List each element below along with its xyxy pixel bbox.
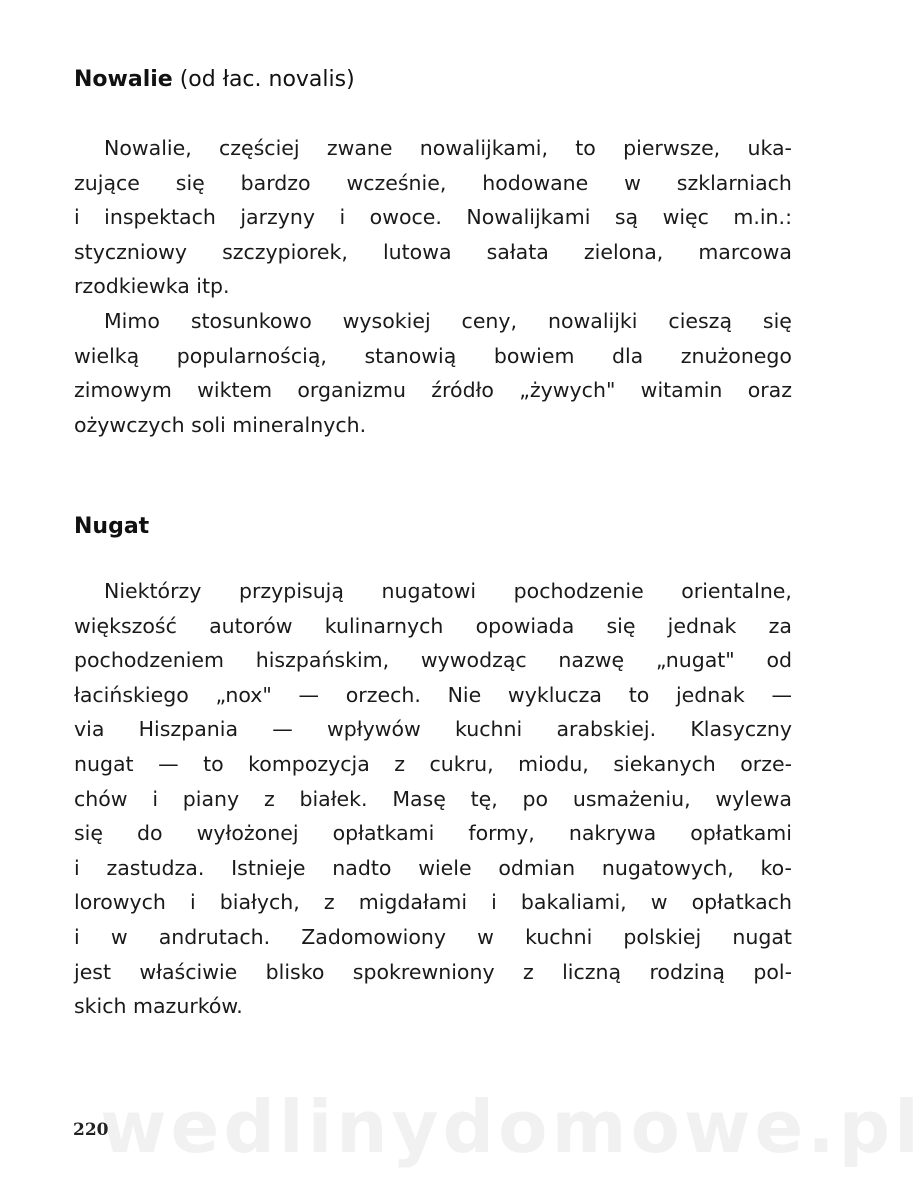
word: usmażeniu,: [572, 786, 691, 811]
word: orzech.: [345, 682, 421, 707]
word: opłatkami: [332, 821, 435, 846]
word: Mimo: [104, 309, 160, 333]
text-line: [74, 339, 792, 374]
word: są: [614, 205, 639, 230]
word: liczną: [562, 959, 622, 984]
word: cieszą: [668, 309, 733, 333]
word: odmian: [498, 855, 576, 880]
word: stanowią: [364, 343, 457, 368]
word: wyłożonej: [196, 821, 299, 846]
word: się: [74, 821, 103, 846]
word: nowalijkami,: [419, 136, 549, 160]
word: uka-: [747, 136, 792, 160]
word: „nugat": [655, 648, 735, 673]
word: kulinarnych: [324, 613, 444, 638]
text-line: [74, 920, 792, 955]
word: chów: [74, 786, 128, 811]
text-line: [74, 131, 792, 166]
word: orze-: [740, 751, 792, 776]
word: autorów: [209, 613, 293, 638]
word: szczypiorek,: [222, 239, 348, 264]
text-line: [74, 200, 792, 235]
word: w: [110, 924, 128, 949]
text-line: [74, 678, 792, 713]
word: białych,: [219, 890, 300, 915]
paragraph-nowalie-2: [74, 304, 792, 442]
word: z: [522, 959, 534, 984]
word: i: [74, 855, 80, 880]
word: Nie: [447, 682, 482, 707]
word: i: [339, 205, 346, 230]
text-line: [74, 235, 792, 270]
word: wysokiej: [342, 309, 431, 333]
word: Hiszpania: [138, 717, 239, 742]
text-line: [74, 747, 792, 782]
word: owoce.: [369, 205, 442, 230]
word: hiszpańskim,: [255, 648, 390, 673]
word: hodowane: [482, 170, 589, 195]
word: zwane: [326, 136, 393, 160]
word: i: [74, 205, 80, 230]
word: „żywych": [519, 378, 616, 403]
word: arabskiej.: [556, 717, 657, 742]
word: Nowalijkami: [466, 205, 591, 230]
heading-nugat: [74, 513, 149, 541]
word: jednak: [675, 682, 745, 707]
heading-nowalie: [74, 66, 355, 94]
word: bakaliami,: [520, 890, 627, 915]
word: lorowych: [74, 890, 166, 915]
word: częściej: [218, 136, 300, 160]
word: migdałami: [358, 890, 468, 915]
word: nugatowych,: [601, 855, 734, 880]
word: Istnieje: [231, 855, 306, 880]
text-line: [74, 782, 792, 817]
word: pierwsze,: [623, 136, 721, 160]
word: zielona,: [583, 239, 664, 264]
word: ko-: [760, 855, 792, 880]
word: się: [762, 309, 792, 333]
word: to: [203, 751, 224, 776]
word: inspektach: [104, 205, 216, 230]
word: nakrywa: [568, 821, 657, 846]
word: dla: [611, 343, 644, 368]
word: od: [766, 648, 792, 673]
word: Nowalie,: [104, 136, 192, 160]
word: i: [491, 890, 497, 915]
word: za: [768, 613, 792, 638]
word: piany: [182, 786, 240, 811]
word: witamin: [640, 378, 723, 403]
word: oraz: [747, 378, 792, 403]
paragraph-nugat-1: [74, 574, 792, 1024]
word: Zadomowiony: [301, 924, 447, 949]
word: szklarniach: [676, 170, 792, 195]
word: sałata: [486, 239, 549, 264]
word: zujące: [74, 170, 140, 195]
word: źródło: [431, 378, 494, 403]
word: i: [74, 924, 80, 949]
word: wcześnie,: [346, 170, 447, 195]
text-line: [74, 816, 792, 851]
word: andrutach.: [158, 924, 271, 949]
word: to: [575, 136, 596, 160]
word: „nox": [215, 682, 272, 707]
heading-term: Nugat: [74, 514, 150, 539]
word: jest: [74, 959, 112, 984]
word: styczniowy: [74, 239, 188, 264]
word: —: [771, 682, 792, 707]
word: wyklucza: [507, 682, 602, 707]
word: więc: [662, 205, 709, 230]
word: jarzyny: [240, 205, 316, 230]
word: tę,: [470, 786, 498, 811]
word: większość: [74, 613, 177, 638]
word: pol-: [753, 959, 792, 984]
word: białek.: [299, 786, 368, 811]
word: m.in.:: [733, 205, 792, 230]
word: bowiem: [493, 343, 575, 368]
text-line: [74, 166, 792, 201]
word: nugatowi: [381, 579, 477, 603]
word: do: [137, 821, 163, 846]
word: wiktem: [197, 378, 273, 403]
word: orientalne,: [681, 579, 792, 603]
text-line: ożywczych soli mineralnych.: [74, 412, 367, 437]
word: nadto: [332, 855, 392, 880]
word: nowalijki: [547, 309, 638, 333]
word: formy,: [468, 821, 535, 846]
word: zimowym: [74, 378, 172, 403]
word: z: [394, 751, 406, 776]
word: cukru,: [429, 751, 494, 776]
heading-etymology: (od łac. novalis): [172, 67, 355, 92]
word: rodziną: [649, 959, 725, 984]
word: —: [158, 751, 179, 776]
word: znużonego: [680, 343, 792, 368]
word: się: [606, 613, 636, 638]
word: kuchni: [455, 717, 523, 742]
word: po: [522, 786, 549, 811]
word: wywodząc: [420, 648, 527, 673]
word: pochodzeniem: [74, 648, 225, 673]
word: kuchni: [525, 924, 593, 949]
word: Niektórzy: [104, 579, 202, 603]
word: Masę: [392, 786, 446, 811]
word: pochodzenie: [513, 579, 644, 603]
word: lutowa: [382, 239, 452, 264]
word: przypisują: [238, 579, 344, 603]
word: łacińskiego: [74, 682, 189, 707]
word: stosunkowo: [190, 309, 312, 333]
word: opłatkach: [691, 890, 792, 915]
word: w: [477, 924, 494, 949]
word: marcowa: [698, 239, 792, 264]
word: Klasyczny: [690, 717, 792, 742]
text-line: [74, 304, 792, 339]
word: to: [628, 682, 650, 707]
word: —: [272, 717, 293, 742]
word: spokrewniony: [352, 959, 495, 984]
text-line: [74, 885, 792, 920]
text-line: rzodkiewka itp.: [74, 274, 230, 299]
word: kompozycja: [248, 751, 370, 776]
word: się: [175, 170, 205, 195]
word: organizmu: [297, 378, 406, 403]
text-line: [74, 851, 792, 886]
word: nugat: [732, 924, 792, 949]
word: bardzo: [240, 170, 311, 195]
word: wielką: [74, 343, 140, 368]
word: nugat: [74, 751, 134, 776]
text-line: [74, 373, 792, 408]
word: i: [190, 890, 196, 915]
word: —: [298, 682, 320, 707]
word: właściwie: [139, 959, 238, 984]
heading-term: Nowalie: [74, 67, 173, 92]
word: via: [74, 717, 105, 742]
paragraph-nowalie-1: [74, 131, 792, 304]
word: jednak: [667, 613, 737, 638]
text-line: [74, 712, 792, 747]
word: opowiada: [475, 613, 575, 638]
text-line: [74, 643, 792, 678]
word: i: [152, 786, 159, 811]
word: wylewa: [715, 786, 792, 811]
text-line: [74, 955, 792, 990]
word: zastudza.: [106, 855, 205, 880]
watermark: wedlinydomowe.pl: [100, 1085, 923, 1169]
word: miodu,: [518, 751, 589, 776]
word: nazwę: [558, 648, 625, 673]
word: z: [263, 786, 275, 811]
page-number: 220: [73, 1120, 109, 1140]
text-line: [74, 609, 792, 644]
word: z: [323, 890, 335, 915]
word: ceny,: [461, 309, 518, 333]
word: popularnością,: [176, 343, 327, 368]
word: siekanych: [613, 751, 716, 776]
word: w: [650, 890, 668, 915]
word: wpływów: [326, 717, 421, 742]
word: polskiej: [623, 924, 702, 949]
text-line: [74, 574, 792, 609]
word: wiele: [418, 855, 472, 880]
text-line: skich mazurków.: [74, 994, 243, 1019]
word: opłatkami: [690, 821, 792, 846]
word: w: [624, 170, 641, 195]
word: blisko: [265, 959, 325, 984]
